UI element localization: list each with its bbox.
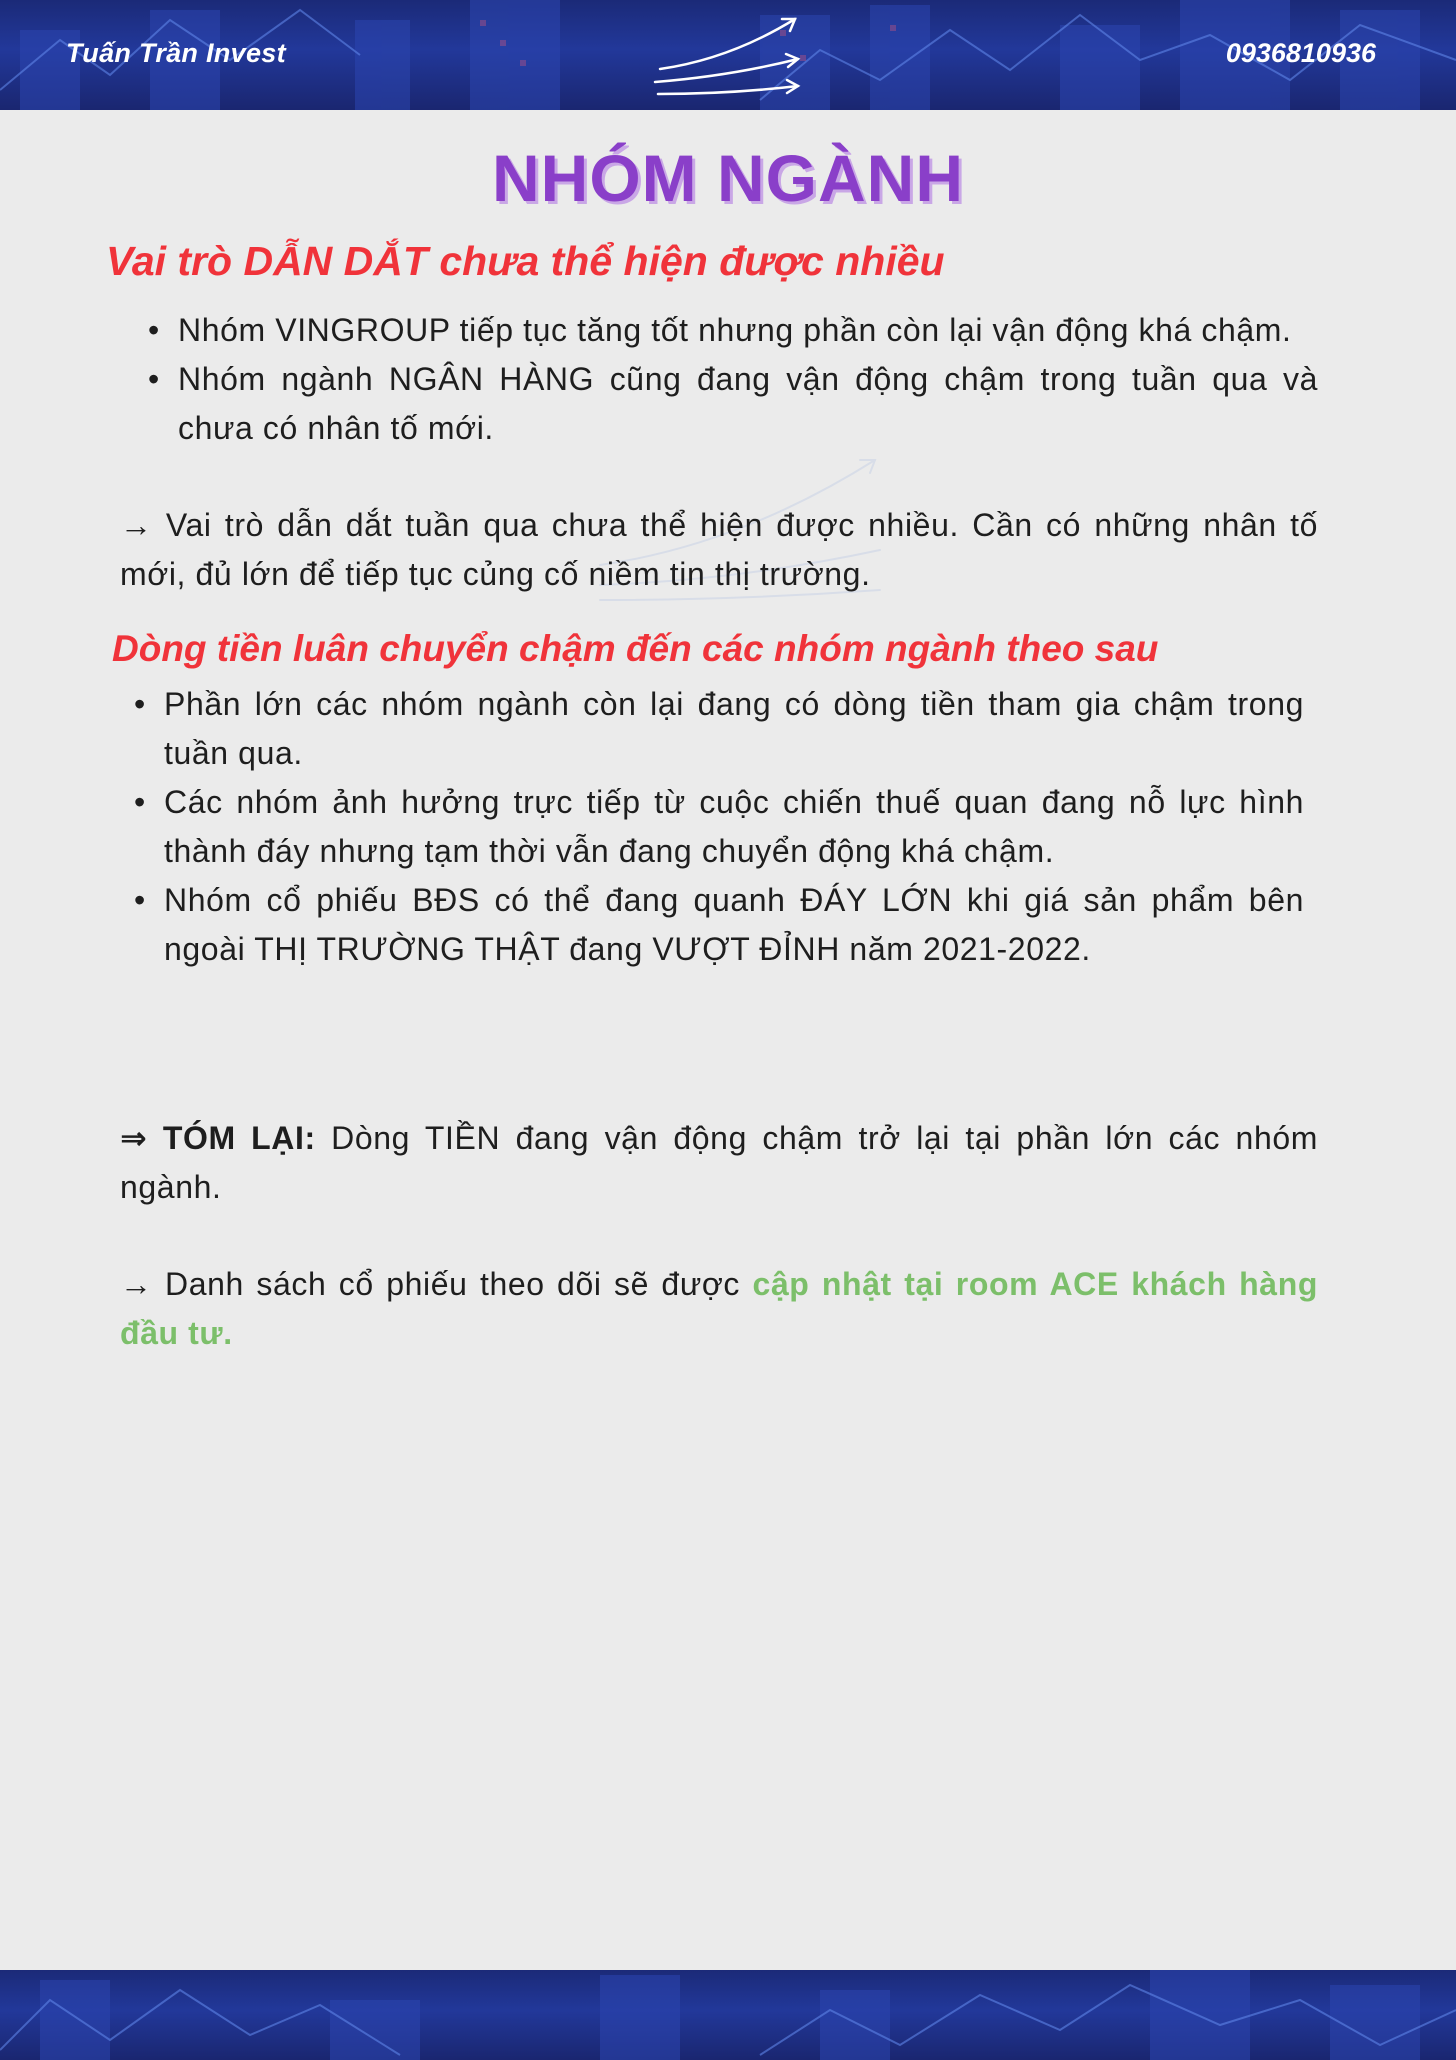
footer-banner [0,1970,1456,2060]
section-heading-money-flow: Dòng tiền luân chuyển chậm đến các nhóm ngành theo sau [112,628,1159,669]
money-flow-bullet-list [164,680,1304,974]
page-title: NHÓM NGÀNH [492,141,964,215]
city-skyline-background [0,1970,1456,2060]
growth-arrows-icon [650,14,810,99]
summary-paragraph [120,1114,1318,1212]
list-item: • Phần lớn các nhóm ngành còn lại đang có dòng tiền tham gia chậm trong tuần qua. [164,680,1304,778]
header-banner [0,0,1456,110]
summary-text: Dòng TIỀN đang vận động chậm trở lại tại phần lớn các nhóm ngành. [120,1120,1318,1205]
watchlist-note-highlight: cập nhật tại room ACE khách hàng đầu tư. [120,1266,1318,1351]
leadership-bullet-list [178,306,1318,453]
leadership-conclusion: → Vai trò dẫn dắt tuần qua chưa thể hiện được nhiều. Cần có những nhân tố mới, đủ lớn để tiếp tục củng cố niềm tin thị trường. [120,507,1318,592]
list-item: • Nhóm VINGROUP tiếp tục tăng tốt nhưng phần còn lại vận động khá chậm. [178,306,1318,355]
list-item: • Nhóm cổ phiếu BĐS có thể đang quanh ĐÁY LỚN khi giá sản phẩm bên ngoài THỊ TRƯỜNG THẬT đang VƯỢT ĐỈNH năm 2021-2022. [164,876,1304,974]
section-heading-leadership: Vai trò DẪN DẮT chưa thể hiện được nhiều [106,238,945,284]
watchlist-note-prefix: → Danh sách cổ phiếu theo dõi sẽ được [120,1266,753,1302]
brand-name: Tuấn Trần Invest [66,38,286,68]
watchlist-note [120,1260,1318,1358]
list-item: • Nhóm ngành NGÂN HÀNG cũng đang vận động chậm trong tuần qua và chưa có nhân tố mới. [178,355,1318,453]
phone-number: 0936810936 [1225,38,1376,68]
list-item: • Các nhóm ảnh hưởng trực tiếp từ cuộc chiến thuế quan đang nỗ lực hình thành đáy nhưng tạm thời vẫn đang chuyển động khá chậm. [164,778,1304,876]
summary-label: ⇒ TÓM LẠI: [120,1120,316,1156]
